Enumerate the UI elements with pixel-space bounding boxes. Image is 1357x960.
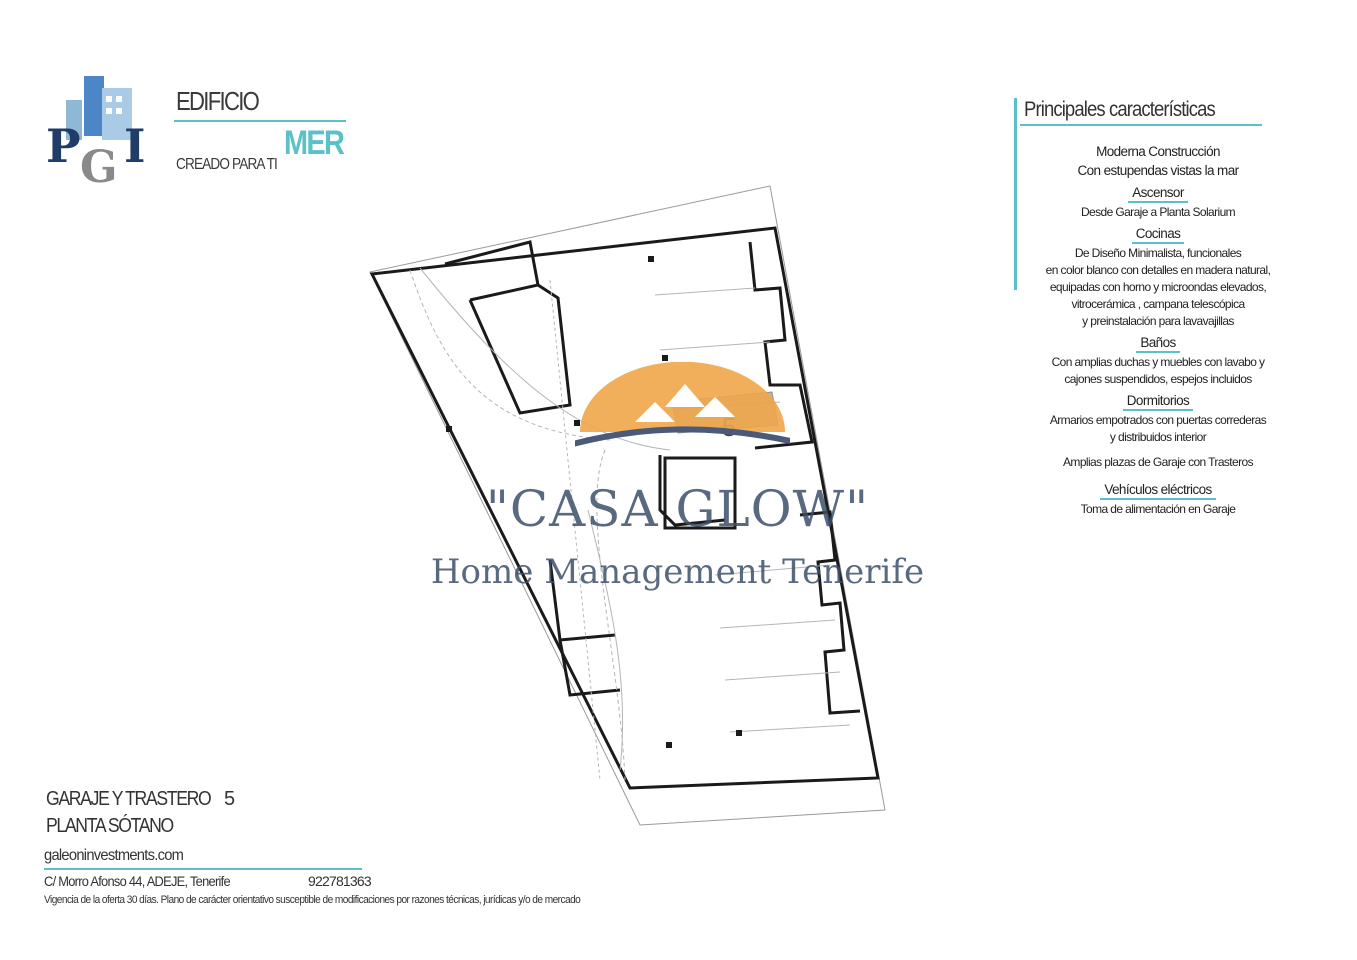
parking-line (720, 620, 835, 628)
title-rule (174, 120, 346, 122)
column (662, 355, 668, 361)
feature-text: Moderna Construcción (1096, 144, 1220, 159)
unit-number: 5 (224, 788, 236, 810)
feature-text: Amplias plazas de Garaje con Trasteros (1063, 455, 1253, 469)
feature-text: y distribuidos interior (1109, 430, 1207, 444)
casa-glow-logo-icon (575, 362, 790, 482)
column (648, 256, 654, 262)
feature-text: en color blanco con detalles en madera natural, (1045, 263, 1271, 277)
tagline: CREADO PARA TI (176, 156, 277, 173)
ramp-curve (588, 510, 623, 770)
logo-text: PGI (44, 70, 46, 71)
features-list (1030, 142, 1286, 522)
feature-heading: Baños (1136, 335, 1179, 353)
unit-title: GARAJE Y TRASTERO (46, 788, 211, 810)
features-title: Principales características (1024, 98, 1215, 121)
feature-item (1030, 334, 1286, 388)
disclaimer: Vigencia de la oferta 30 días. Plano de carácter orientativo susceptible de modificaciones por razones técnicas, jurídicas y/o de mercado (44, 894, 581, 906)
wall (445, 242, 538, 300)
feature-heading: Vehículos eléctricos (1100, 482, 1215, 500)
website-link[interactable]: galeoninvestments.com (44, 847, 184, 864)
feature-heading: Dormitorios (1123, 393, 1193, 411)
parking-line (725, 672, 840, 680)
wall (470, 285, 570, 413)
feature-text: equipadas con horno y microondas elevados, (1049, 280, 1267, 294)
building-name: MER (284, 124, 344, 162)
features-accent-bar (1014, 98, 1017, 290)
parking-line (655, 288, 755, 295)
svg-text:G: G (80, 142, 118, 188)
column (446, 426, 452, 432)
feature-text: vitrocerámica , campana telescópica (1071, 297, 1245, 311)
building-prefix: EDIFICIO (176, 86, 259, 116)
feature-heading: Cocinas (1132, 226, 1185, 244)
feature-item (1030, 225, 1286, 330)
footer-rule (44, 868, 362, 870)
column (736, 730, 742, 736)
feature-text: Desde Garaje a Planta Solarium (1080, 205, 1236, 219)
pgi-logo (44, 70, 154, 188)
feature-text: Toma de alimentación en Garaje (1080, 502, 1236, 516)
address: C/ Morro Afonso 44, ADEJE, Tenerife (44, 873, 230, 889)
feature-text: Con estupendas vistas la mar (1077, 163, 1239, 178)
feature-item (1030, 481, 1286, 518)
wall (800, 512, 860, 713)
phone-number[interactable]: 922781363 (308, 873, 371, 889)
parking-line (730, 725, 850, 732)
watermark-subtitle: Home Management Tenerife (430, 552, 925, 592)
feature-text: Con amplias duchas y muebles con lavabo y (1051, 355, 1265, 369)
feature-item (1030, 184, 1286, 221)
feature-item (1030, 392, 1286, 446)
feature-text: cajones suspendidos, espejos incluidos (1064, 372, 1252, 386)
svg-text:P: P (46, 119, 81, 173)
watermark-brand: "CASA GLOW" (485, 480, 870, 538)
svg-text:I: I (124, 119, 146, 173)
floor-name: PLANTA SÓTANO (46, 815, 173, 837)
parking-line (660, 342, 770, 350)
feature-item (1030, 454, 1286, 471)
feature-text: De Diseño Minimalista, funcionales (1074, 246, 1242, 260)
feature-text: y preinstalación para lavavajillas (1082, 314, 1234, 328)
column (666, 742, 672, 748)
feature-item (1030, 142, 1286, 180)
feature-text: Armarios empotrados con puertas correderas (1049, 413, 1267, 427)
feature-heading: Ascensor (1128, 185, 1187, 203)
features-title-rule (1020, 124, 1262, 126)
